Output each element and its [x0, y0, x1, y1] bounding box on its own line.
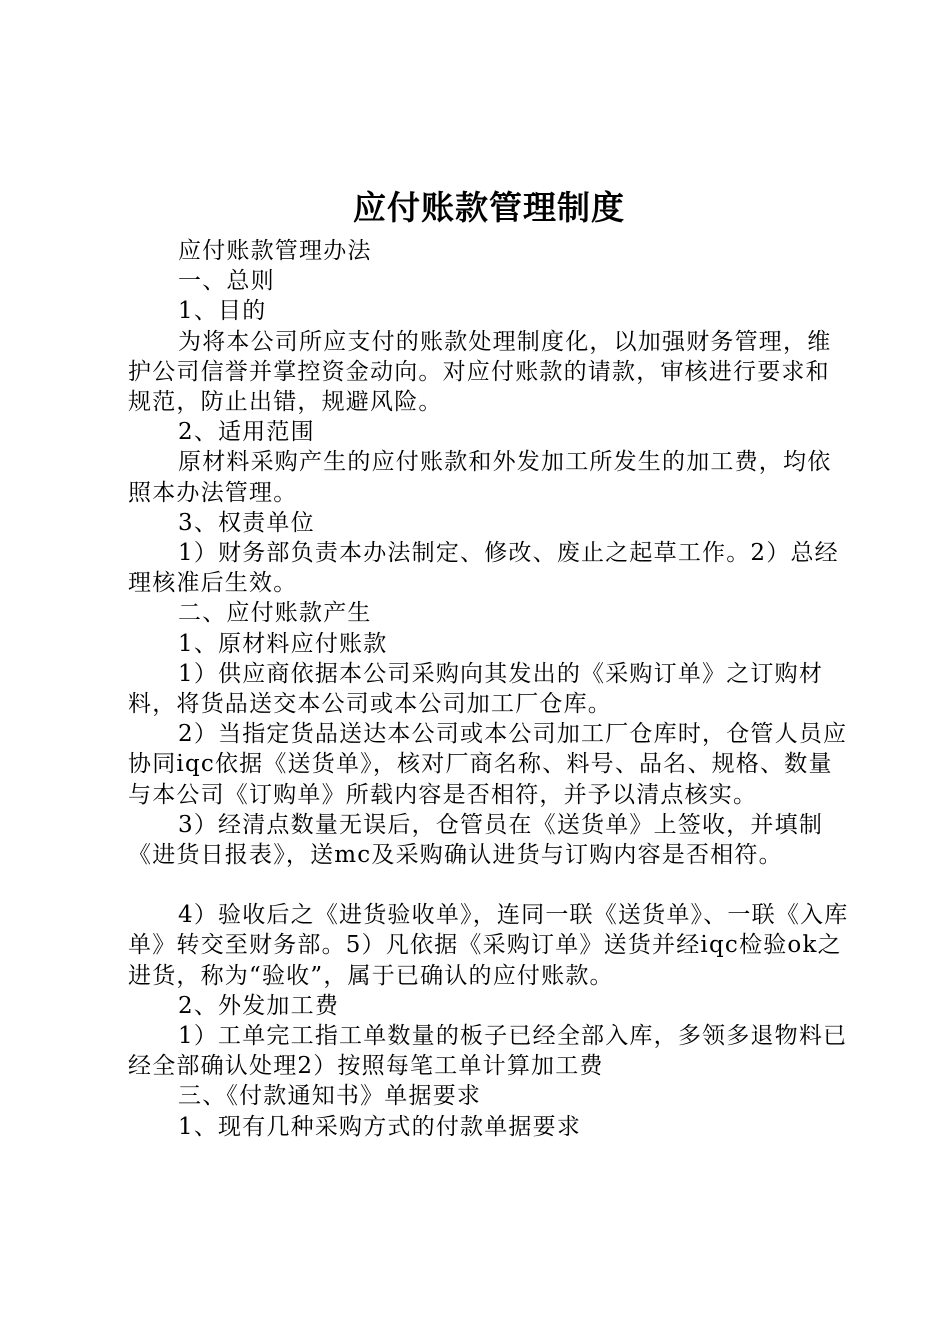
paragraph-raw-material-4: 4）验收后之《进货验收单》，连同一联《送货单》、一联《入库单》转交至财务部。5）凡依据《采购订单》送货并经iqc检验ok之进货，称为“验收”，属于已确认的应付账款。 — [128, 902, 849, 989]
subheading-scope: 2、适用范围 — [178, 419, 315, 446]
subheading-responsibility: 3、权责单位 — [178, 509, 315, 536]
paragraph-purpose: 为将本公司所应支付的账款处理制度化，以加强财务管理，维护公司信誉并掌控资金动向。对应付账款的请款，审核进行要求和规范，防止出错，规避风险。 — [128, 328, 832, 416]
subheading-payment-documents: 1、现有几种采购方式的付款单据要求 — [178, 1113, 582, 1140]
section-heading-payment-notice: 三、《付款通知书》单据要求 — [178, 1083, 482, 1110]
paragraph-outsourcing: 1）工单完工指工单数量的板子已经全部入库，多领多退物料已经全部确认处理2）按照每笔工单计算加工费 — [128, 1023, 848, 1080]
subheading-outsourcing: 2、外发加工费 — [178, 992, 340, 1019]
paragraph-raw-material-3: 3）经清点数量无误后，仓管员在《送货单》上签收，并填制《进货日报表》，送mc及采购确认进货与订购内容是否相符。 — [128, 811, 824, 869]
paragraph-raw-material-2: 2）当指定货品送达本公司或本公司加工厂仓库时，仓管人员应协同iqc依据《送货单》，核对厂商名称、料号、品名、规格、数量与本公司《订购单》所载内容是否相符，并予以清点核实。 — [128, 721, 848, 808]
subtitle-paragraph: 应付账款管理办法 — [178, 238, 372, 264]
subheading-raw-material: 1、原材料应付账款 — [178, 630, 388, 657]
section-heading-general: 一、总则 — [178, 268, 275, 295]
paragraph-raw-material-1: 1）供应商依据本公司采购向其发出的《采购订单》之订购材料，将货品送交本公司或本公司加工厂仓库。 — [128, 660, 824, 718]
paragraph-responsibility: 1）财务部负责本办法制定、修改、废止之起草工作。2）总经理核准后生效。 — [128, 540, 839, 597]
document-title: 应付账款管理制度 — [353, 188, 625, 227]
document-page — [128, 182, 850, 1142]
subheading-purpose: 1、目的 — [178, 298, 267, 325]
paragraph-gap — [128, 870, 850, 900]
section-heading-generation: 二、应付账款产生 — [178, 600, 372, 627]
paragraph-scope: 原材料采购产生的应付账款和外发加工所发生的加工费，均依照本办法管理。 — [128, 449, 832, 506]
